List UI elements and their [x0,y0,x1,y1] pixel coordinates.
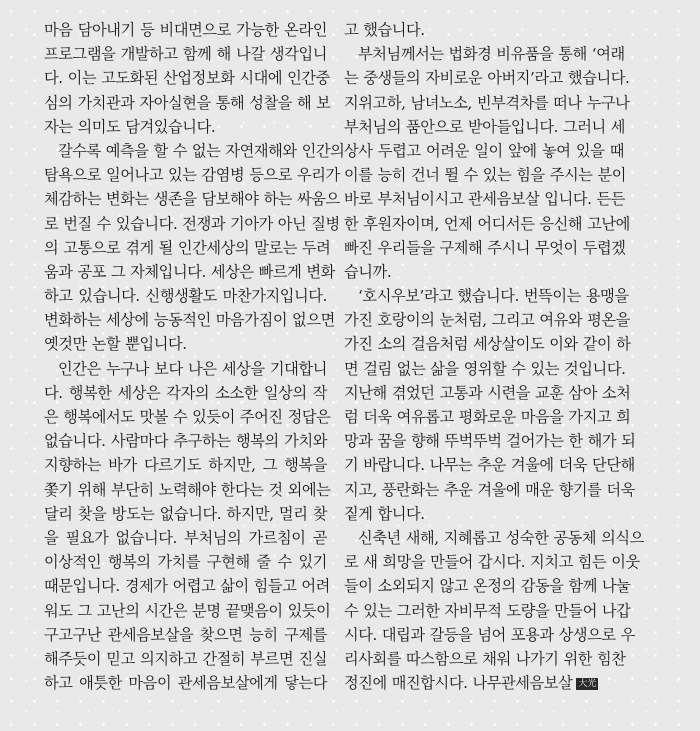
text-line: 신축년 새해, 지혜롭고 성숙한 공동체 의식으 [358,528,644,547]
right-column [344,0,644,695]
text-line: 하고 있습니다. 신행생활도 마찬가지입니다. [44,287,327,306]
text-line: 자는 의미도 담겨있습니다. [44,117,216,136]
text-line: 로 번질 수 있습니다. 전쟁과 기아가 아닌 질병 [44,214,340,233]
text-line: 바로 부처님이시고 관세음보살 입니다. 든든 [344,190,626,209]
text-line: 부처님의 품안으로 받아들입니다. 그러니 세 [344,117,626,136]
text-line: 다. 행복한 세상은 각자의 소소한 일상의 작 [44,383,327,402]
text-line: 마음 담아내기 등 비대면으로 가능한 온라인 [44,21,327,39]
text-line: 지위고하, 남녀노소, 빈부격차를 떠나 누구나 [344,93,630,112]
text-line: 갈수록 예측을 할 수 없는 자연재해와 인간의 [58,141,345,160]
text-line: 짙게 합니다. [344,504,425,523]
text-line: 지고, 풍란화는 추운 겨울에 매운 향기를 더욱 [344,480,635,499]
text-line: 시다. 대립과 갈등을 넘어 포용과 상생으로 우 [344,625,635,644]
text-line: 의 고통으로 겪게 될 인간세상의 말로는 두려 [44,238,331,257]
text-line: 습니까. [344,262,392,281]
text-line: 가진 소의 걸음처럼 세상살이도 이와 같이 하 [344,335,631,354]
text-line: 없습니다. 사람마다 추구하는 행복의 가치와 [44,432,327,451]
text-line: ‘호시우보’라고 했습니다. 번뜩이는 용맹을 [358,287,629,306]
text-line: 하고 애틋한 마음이 관세음보살에게 닿는다 [44,674,327,693]
text-line: 이를 능히 건너 뛸 수 있는 힘을 주시는 분이 [344,166,627,185]
text-line: 은 행복에서도 맛볼 수 있듯이 주어진 정답은 [44,408,331,426]
text-line: 망과 꿈을 향해 뚜벅뚜벅 걸어가는 한 해가 되 [344,432,636,451]
text-line: 을 필요가 없습니다. 부처님의 가르침이 곧 [44,528,327,547]
text-line: 프로그램을 개발하고 함께 해 나갈 생각입니 [44,45,327,64]
closing-text: 정진에 매진합시다. 나무관세음보살 [344,674,573,693]
text-line: 탐욕으로 일어나고 있는 감염병 등으로 우리가 [44,166,340,185]
text-line: 지난해 겪었던 고통과 시련을 교훈 삼아 소처 [344,383,631,402]
text-line: 상사 두렵고 어려운 일이 앞에 놓여 있을 때 [344,141,624,160]
text-line: 부처님께서는 법화경 비유품을 통해 ‘여래 [358,45,625,64]
text-line: 체감하는 변화는 생존을 담보해야 하는 싸움으 [44,190,340,209]
text-line: 고 했습니다. [344,21,425,39]
text-line: 다. 이는 고도화된 산업정보화 시대에 인간중 [44,69,330,88]
text-line: 쫓기 위해 부단히 노력해야 한다는 것 외에는 [44,480,331,499]
text-line: 이상적인 행복의 가치를 구현해 줄 수 있기 [44,553,327,572]
text-line: 리사회를 따스함으로 채워 나가기 위한 힘찬 [344,649,626,668]
text-line: 는 중생들의 자비로운 아버지’라고 했습니다. [344,69,630,88]
text-line: 구고구난 관세음보살을 찾으면 능히 구제를 [44,625,327,644]
text-line: 해주듯이 믿고 의지하고 간절히 부르면 진실 [44,649,327,668]
text-line: 지향하는 바가 다르기도 하지만, 그 행복을 [44,456,327,475]
text-line: 들이 소외되지 않고 온정의 감동을 함께 나눌 [344,577,631,596]
text-line: 옛것만 논할 뿐입니다. [44,335,187,354]
text-line: 변화하는 세상에 능동적인 마음가짐이 없으면 [44,311,335,330]
text-line: 로 새 희망을 만들어 갑시다. 지치고 힘든 이웃 [344,553,640,572]
author-seal: 大光 [578,679,597,690]
closing-line [344,671,624,695]
text-line: 움과 공포 그 자체입니다. 세상은 빠르게 변화 [44,262,335,281]
text-line: 인간은 누구나 보다 나은 세상을 기대합니 [58,359,327,378]
text-line: 달리 찾을 방도는 없습니다. 하지만, 멀리 찾 [44,504,327,523]
text-line: 면 걸림 없는 삶을 영위할 수 있는 것입니다. [344,359,626,378]
text-line: 기 바랍니다. 나무는 추운 겨울에 더욱 단단해 [344,456,635,475]
text-line: 때문입니다. 경제가 어렵고 삶이 힘들고 어려 [44,577,330,596]
text-line: 가진 호랑이의 눈처럼, 그리고 여유와 평온을 [344,311,630,330]
text-line: 워도 그 고난의 시간은 분명 끝맺음이 있듯이 [44,601,331,620]
text-line: 심의 가치관과 자아실현을 통해 성찰을 해 보 [44,93,331,112]
left-column [44,0,345,695]
text-line: 빠진 우리들을 구제해 주시니 무엇이 두렵겠 [344,238,626,257]
text-line: 수 있는 그러한 자비무적 도량을 만들어 나갑 [344,601,631,620]
text-line: 한 후원자이며, 언제 어디서든 응신해 고난에 [344,214,630,233]
text-line: 럼 더욱 여유롭고 평화로운 마음을 가지고 희 [344,408,631,426]
